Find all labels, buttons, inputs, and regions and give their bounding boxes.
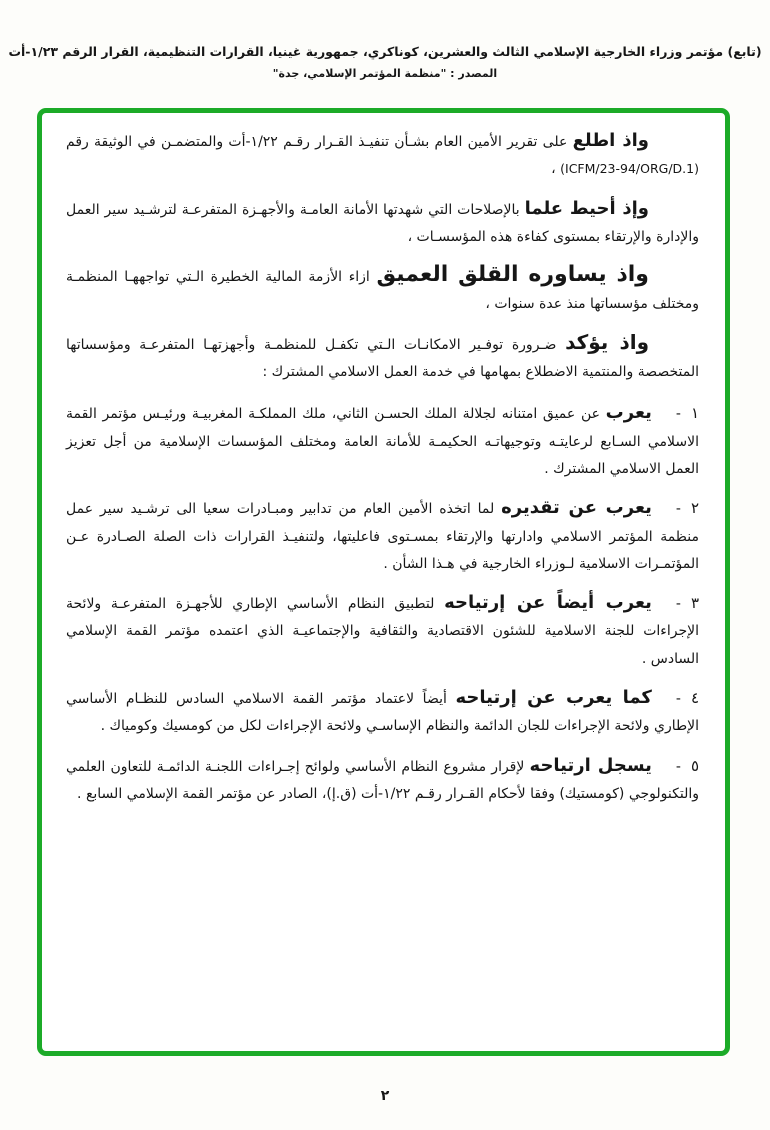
preamble-text: على تقرير الأمين العام بشـأن تنفيـذ القـرار رقـم ١/٢٢-أت والمتضمـن في الوثيقة رقم [66,134,568,150]
item-number: ٤ [690,689,700,708]
preamble-paragraph [66,264,699,319]
document-reference-code: (ICFM/23-94/ORG/D.1) [560,161,699,177]
document-body-frame [37,108,730,1056]
list-item [66,399,699,483]
item-lead: كما يعرب عن إرتياحه [455,687,652,709]
preamble-text: ضـرورة توفـير الامكانـات الـتي تكفـل للمنظمـة وأجهزتهـا المتفرعـة ومؤسساتها المتخصصة والمنتمية الاضطلاع بمهامها في خدمة العمل الاسلامي المشترك : [66,336,699,381]
item-text: عن عميق امتنانه لجلالة الملك الحسـن الثاني، ملك المملكـة المغربيـة ورئيـس مؤتمر القمة الاسلامي السـابع لرعايتـه وتوجيهاتـه الحكيمـة للأمانة العامة ومختلف المؤسسات الإسلامية من أجل تعزيز العمل الاسلامي المشترك . [66,406,699,477]
item-number-dash: - [675,758,681,775]
preamble-text: بالإصلاحات التي شهدتها الأمانة العامـة والأجهـزة المتفرعـة لترشـيد سير العمل والإدارة والإرتقاء بمستوى كفاءة هذه المؤسسـات ، [66,201,699,245]
item-number-dash: - [675,691,681,708]
item-number: ٥ [690,756,700,775]
item-number: ١ [690,404,699,423]
item-text: أيضاً لاعتماد مؤتمر القمة الاسلامي السادس للنظـام الأساسي الإطاري ولائحة الإجراءات للجان الدائمة والنظام الإساسـي ولائحة الإجراءات لكل من كومسيك وكومياك . [66,691,699,735]
item-number-dash: - [675,596,681,613]
item-lead: يسجل ارتياحه [529,754,652,776]
list-item [66,684,699,741]
preamble-paragraph [66,329,699,387]
item-number-dash: - [675,406,681,423]
preamble-paragraph [66,197,699,252]
item-number-dash: - [675,501,681,518]
list-item [66,494,699,578]
item-number: ٣ [690,594,700,613]
header-publisher-line: المصدر : "منظمة المؤتمر الإسلامي، جدة" [272,67,498,80]
item-text: لما اتخذه الأمين العام من تدابير ومبـادرات سعيا الى ترشـيد سير عمل منظمة المؤتمر الاسلامي وادارتها والإرتقاء بمسـتوى فاعليتها، ولتنفيـذ القرارات ذات الصلة الصـادرة عـن المؤتمـرات الاسلامية لـوزراء الخارجية في هـذا الشأن . [66,501,699,572]
list-item [66,752,699,809]
preamble-text: ازاء الأزمة المالية الخطيرة الـتي تواجههـا المنظمـة ومختلف مؤسساتها منذ عدة سنوات ، [66,269,699,313]
document-header [0,44,770,80]
preamble-paragraph [66,129,699,184]
preamble-text-after-ref: ، [551,161,561,178]
item-text: لإقرار مشروع النظام الأساسي ولوائح إجـراءات اللجنـة الدائمـة للتعاون العلمي والتكنولوجي (كومستيك) وفقا لأحكام القـرار رقـم ١/٢٢-أت (ق.إ)، الصادر عن مؤتمر القمة الإسلامي السابع . [66,758,699,802]
list-item [66,589,699,673]
preamble-lead: واذ اطلع [572,130,649,151]
preamble-lead: واذ يؤكد [565,329,650,354]
item-text: لتطبيق النظام الأساسي الإطاري للأجهـزة المتفرعـة ولائحة الإجراءات للجنة الاسلامية للشئون الاقتصادية والثقافية والإجتماعيـة الذي اعتمده مؤتمر القمة الإسلامي السادس . [66,596,699,667]
header-source-line: (تابع) مؤتمر وزراء الخارجية الإسلامي الثالث والعشرين، كوناكري، جمهورية غينيا، القرارات التنظيمية، القرار الرقم ١/٢٣-أت [8,44,762,59]
item-number: ٢ [690,499,699,518]
page-number: ٢ [380,1088,390,1104]
preamble-lead: وإذ أحيط علما [524,197,649,219]
item-lead: يعرب [605,402,652,424]
item-lead: يعرب عن تقديره [501,497,652,519]
preamble-lead: واذ يساوره القلق العميق [376,262,649,288]
item-lead: يعرب أيضاً عن إرتياحه [444,592,652,614]
